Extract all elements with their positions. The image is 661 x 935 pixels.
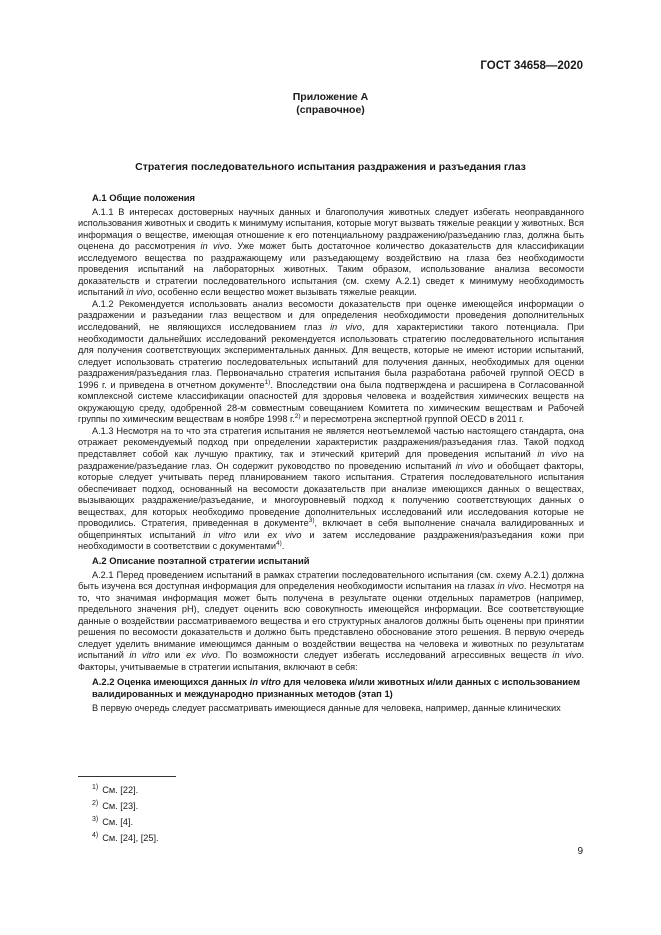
page-title: Стратегия последовательного испытания раздражения и разъедания глаз: [135, 161, 526, 173]
footnote-ref: 1): [264, 378, 271, 386]
subsection-heading-a2-2: А.2.2 Оценка имеющихся данных in vitro для человека и/или животных и/или данных с использованием валидированных и международно признанных методов (этап 1): [92, 676, 581, 700]
footnote: 1) См. [22].: [92, 784, 139, 795]
footnote: 2) См. [23].: [92, 800, 139, 811]
footnote-ref: 2): [294, 413, 301, 421]
paragraph-a1-2: А.1.2 Рекомендуется использовать анализ весомости доказательств при оценке имеющейся информации о раздражении и разъедании глаз веществом и для определения необходимости проведения дополнительных исследований, не являющихся исследованием глаз in vivo, для характеристики такого потенциала. При необходимости дальнейших исследований рекомендуется использовать стратегию последовательного испытания для получения соответствующих экспериментальных данных. Для веществ, которые не имеют истории испытаний, следует использовать стратегию последовательных испытаний для получения данных, необходимых для оценки раздражения/разъедания глаз. Первоначально стратегия испытания была разработана рабочей группой OECD в 1996 г. и приведена в отчетном документе$^{1)}$. Впоследствии она была подтверждена и расширена в Согласованной комплексной системе классификации опасностей для здоровья человека и воздействия химических веществ на окружающую среду, одобренной 28-м совместным совещанием Комитета по химическим веществам и Рабочей группы по химическим веществам в ноябре 1998 г.$^{2)}$ и пересмотрена экспертной группой OECD в 2011 г.: [78, 298, 585, 425]
section-heading-a2: А.2 Описание поэтапной стратегии испытаний: [92, 554, 310, 566]
footnote: 4) См. [24], [25].: [92, 832, 159, 843]
footnote: 3) См. [4].: [92, 816, 134, 827]
paragraph-a2-1: А.2.1 Перед проведением испытаний в рамках стратегии последовательного испытания (см. схему А.2.1) должна быть изучена вся доступная информация для определения необходимости испытания на глазах in vivo. Несмотря на то, что значимая информация может быть получена в результате оценки отдельных параметров (например, предельного значения pH), следует оценить всю совокупность имеющейся информации. Все соответствующие данные о воздействии рассматриваемого вещества и его структурных аналогов должны быть оценены при принятии решения по весомости доказательств и должно быть представлено обоснование этого решения. В первую очередь следует уделить внимание имеющимся данным о воздействии вещества на человека и животных по результатам испытаний in vitro или ex vivo. По возможности следует избегать исследований агрессивных веществ in vivo. Факторы, учитываемые в стратегии испытания, включают в себя:: [78, 569, 585, 672]
footnote-divider: [78, 776, 176, 777]
standard-code: ГОСТ 34658—2020: [480, 60, 583, 72]
section-heading-a1: А.1 Общие положения: [92, 192, 195, 203]
body-text: [78, 190, 584, 715]
appendix-title: Приложение А: [292, 91, 369, 103]
paragraph-a1-1: А.1.1 В интересах достоверных научных данных и благополучия животных следует избегать неоправданного использования животных и сводить к минимуму испытания, которые могут вызвать тяжелые реакции у животных. Вся информация о веществе, имеющая отношение к его потенциальному раздражению/разъеданию глаз, должна быть оценена до рассмотрения in vivo. Уже может быть достаточное количество доказательств для классификации исследуемого вещества по раздражающему или разъедающему воздействию на глаза без необходимости проведения испытаний на лабораторных животных. Таким образом, использование анализа весомости доказательств и стратегии последовательного испытания (см. схему А.2.1) сведет к минимуму необходимость испытаний in vivo, особенно если вещество может вызывать тяжелые реакции.: [78, 206, 584, 298]
footnote-ref: 4): [276, 540, 282, 548]
paragraph-a1-3: А.1.3 Несмотря на то что эта стратегия испытания не является неотъемлемой частью настоящего стандарта, она отражает рекомендуемый подход при определении характеристик раздражения/разъедания глаз. Такой подход представляет собой как лучшую практику, так и этический критерий для проведения испытаний in vivo на раздражение/разъедание глаз. Он содержит руководство по проведению испытаний in vivo и обобщает факторы, которые следует учитывать перед планированием такого испытания. Стратегия последовательного испытания обеспечивает подход, основанный на весомости доказательств при анализе имеющихся данных о веществах, вызывающих раздражение/разъедание, и многоуровневый подход к получению соответствующих данных о веществах, для которых необходимо проведение дополнительных исследований или исследования которые не проводились. Стратегия, приведенная в документе$^{3)}$, включает в себя выполнение сначала валидированных и общепринятых испытаний in vitro или ex vivo и затем исследование раздражения/разъедания кожи при необходимости в соответствии с документами$^{4)}$.: [78, 425, 585, 552]
footnotes: [78, 782, 159, 846]
page-number: 9: [577, 846, 583, 857]
paragraph-a2-2: В первую очередь следует рассматривать имеющиеся данные для человека, например, данные клинических: [92, 703, 561, 714]
footnote-ref: 3): [308, 517, 315, 525]
appendix-heading: [0, 91, 661, 117]
appendix-subtitle: (справочное): [296, 104, 365, 116]
